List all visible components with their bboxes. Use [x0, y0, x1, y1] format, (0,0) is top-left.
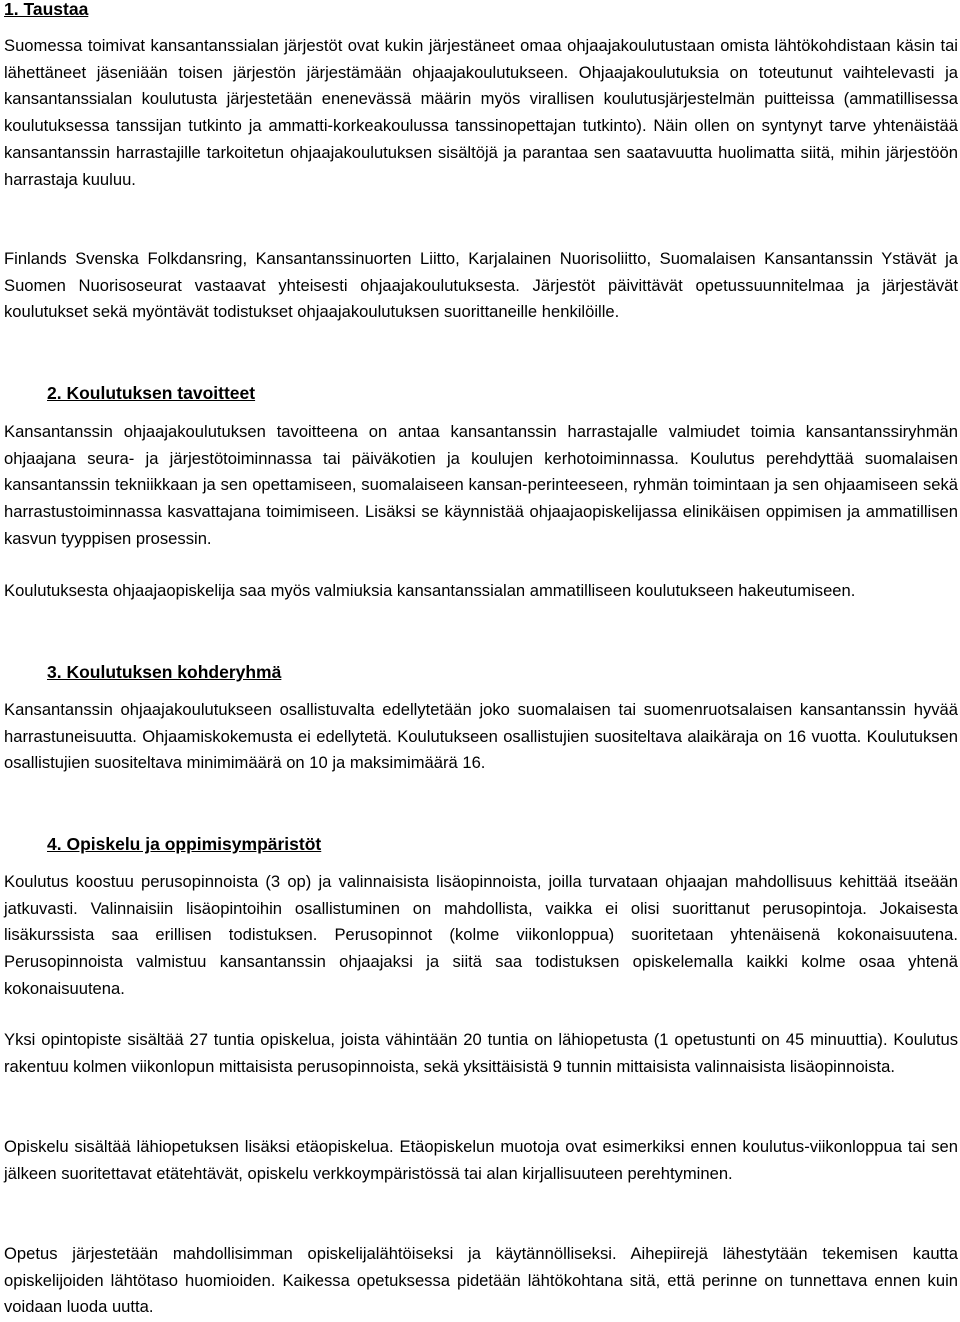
paragraph: Finlands Svenska Folkdansring, Kansantanssinuorten Liitto, Karjalainen Nuorisoliitto, Suomalaisen Kansantanssin Ystävät ja Suomen Nuorisoseurat vastaavat yhteisesti ohjaajakoulutuksesta. Järjestöt päivittävät opetussuunnitelmaa ja järjestävät koulutukset sekä myöntävät todistukset ohjaajakoulutuksen suorittaneille henkilöille.: [4, 249, 958, 322]
paragraph: Yksi opintopiste sisältää 27 tuntia opiskelua, joista vähintään 20 tuntia on lähiopetusta (1 opetustunti on 45 minuuttia). Koulutus rakentuu kolmen viikonlopun mittaisista perusopinnoista, sekä yksittäisistä 9 tunnin mittaisista valinnaisista lisäopinnoista.: [4, 1030, 958, 1076]
paragraph: Opiskelu sisältää lähiopetuksen lisäksi etäopiskelua. Etäopiskelun muotoja ovat esimerkiksi ennen koulutus-viikonloppua tai sen jälkeen suoritettavat etätehtävät, opiskelu verkkoympäristössä tai alan kirjallisuuteen perehtyminen.: [4, 1137, 958, 1183]
paragraph: Koulutus koostuu perusopinnoista (3 op) ja valinnaisista lisäopinnoista, joilla turvataan ohjaajan mahdollisuus kehittää itseään jatkuvasti. Valinnaisiin lisäopintoihin osallistuminen on mahdollista, vaikka ei olisi suorittanut perusopintoja. Jokaisesta lisäkurssista saa erillisen todistuksen. Perusopinnot (kolme viikonloppua) suoritetaan yhtenäisenä kokonaisuutena. Perusopinnoista valmistuu kansantanssin ohjaajaksi ja siitä saa todistuksen opiskelemalla kaikki kolme osaa yhtenä kokonaisuutena.: [4, 872, 958, 998]
paragraph: Kansantanssin ohjaajakoulutuksen tavoitteena on antaa kansantanssin harrastajalle valmiudet toimia kansantanssiryhmän ohjaajana seura- ja järjestötoiminnassa tai päiväkotien ja koulujen kerhotoiminnassa. Koulutus perehdyttää suomalaisen kansantanssin tekniikkaan ja sen opettamiseen, suomalaiseen kansan-perinteeseen, ryhmän toimintaan ja sen ohjaamiseen sekä harrastustoiminnassa kasvattajana toimimiseen. Lisäksi se käynnistää ohjaajaopiskelijassa elinikäisen oppimisen ja ammatillisen kasvun tyyppisen prosessin.: [4, 422, 958, 548]
paragraph: Kansantanssin ohjaajakoulutukseen osallistuvalta edellytetään joko suomalaisen tai suomenruotsalaisen kansantanssin hyvää harrastuneisuutta. Ohjaamiskokemusta ei edellytetä. Koulutukseen osallistujien suositeltava alaikäraja on 16 vuotta. Koulutuksen osallistujien suositeltava minimimäärä on 10 ja maksimimäärä 16.: [4, 700, 958, 773]
section-heading-koulutuksen-kohderyhma: 3. Koulutuksen kohderyhmä: [47, 662, 282, 682]
section-heading-koulutuksen-tavoitteet: 2. Koulutuksen tavoitteet: [47, 383, 256, 403]
paragraph: Opetus järjestetään mahdollisimman opiskelijalähtöiseksi ja käytännölliseksi. Aihepiirejä lähestytään tekemisen kautta opiskelijoiden lähtötaso huomioiden. Kaikessa opetuksessa pidetään lähtökohtana sitä, että perinne on tunnettava ennen kuin voidaan luoda uutta.: [4, 1244, 958, 1317]
section-heading-opiskelu-ja-oppimisymparistot: 4. Opiskelu ja oppimisympäristöt: [47, 834, 322, 854]
paragraph: Suomessa toimivat kansantanssialan järjestöt ovat kukin järjestäneet omaa ohjaajakoulutustaan omista lähtökohdistaan käsin tai lähettäneet jäseniään toisen järjestön järjestämään ohjaajakoulutukseen. Ohjaajakoulutuksia on toteutunut vaihtelevasti ja kansantanssialan koulutusta järjestetään enenevässä määrin myös virallisen koulutusjärjestelmän puitteissa (ammatillisessa koulutuksessa tanssijan tutkinto ja ammatti-korkeakoulussa tanssinopettajan tutkinto). Näin ollen on syntynyt tarve yhtenäistää kansantanssin harrastajille tarkoitetun ohjaajakoulutuksen sisältöjä ja parantaa sen saatavuutta huolimatta siitä, mihin järjestöön harrastaja kuuluu.: [4, 36, 958, 189]
paragraph: Koulutuksesta ohjaajaopiskelija saa myös valmiuksia kansantanssialan ammatilliseen koulutukseen hakeutumiseen.: [4, 581, 856, 600]
section-heading-taustaa: 1. Taustaa: [4, 0, 89, 19]
